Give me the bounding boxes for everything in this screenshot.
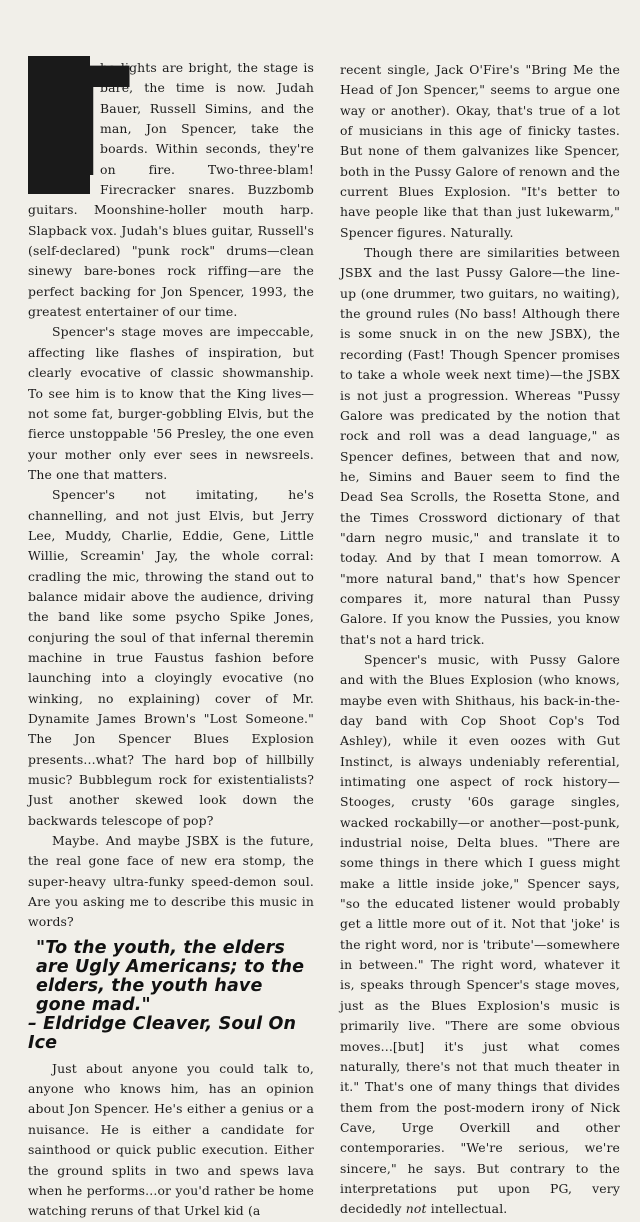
paragraph-opinion: Just about anyone you could talk to, anyone who knows him, has an opinion about Jon Spencer. He's either a genius or a nuisance. He is either a candidate for sainthood or quick public execution. Either the ground splits in two and spews lava when he performs...or you'd rather be home watching reruns of that Urkel kid (a: [28, 1060, 314, 1219]
paragraph-stage-moves: Spencer's stage moves are impeccable, affecting like flashes of inspiration, but clearly evocative of classic showmanship. To see him is to know that the King lives—not some fat, burger-gobbling Elvis, but the fierce unstoppable '56 Presley, the one even your mother only ever sees in newsreels. The one that matters.: [28, 324, 314, 482]
paragraph-music: [340, 650, 620, 1220]
drop-cap: [28, 37, 131, 211]
paragraph-channelling: Spencer's not imitating, he's channelling, and not just Elvis, but Jerry Lee, Muddy, Charlie, Eddie, Gene, Little Willie, Screamin' Jay, the whole corral: cradling the mic, throwing the stand out to balance midair above the audience, driving the band like some psycho Spike Jones, conjuring the soul of that infernal theremin machine in true Faustus fashion before launching into a cloyingly evocative (no winking, no explaining) cover of Mr. Dynamite James Brown's "Lost Someone." The Jon Spencer Blues Explosion presents...what? The hard bop of hillbilly music? Bubblegum rock for existentialists? Just another skewed look down the backwards telescope of pop?: [28, 487, 314, 828]
pull-quote-text: "To the youth, the elders are Ugly Americans; to the elders, the youth have gone mad.": [36, 937, 305, 1015]
paragraph-opening: he lights are bright, the stage is bare, the time is now. Judah Bauer, Russell Simins, and the man, Jon Spencer, take the boards. Within seconds, they're on fire. Two-three-blam! Firecracker snares. Buzzbomb guitars. Moonshine-holler mouth harp. Slapback vox. Judah's blues guitar, Russell's (self-declared) "punk rock" drums—clean sinewy bare-bones rock riffing—are the perfect backing for Jon Spencer, 1993, the greatest entertainer of our time.: [28, 60, 314, 320]
paragraph-music-end: intellectual.: [426, 1201, 508, 1217]
right-column: [340, 60, 620, 1220]
paragraph-similarities: Though there are similarities between JSBX and the last Pussy Galore—the line-up (one drummer, two guitars, no waiting), the ground rules (No bass! Although there is some snuck in on the new JSBX), the recording (Fast! Though Spencer promises to take a whole week next time)—the JSBX is not just a progression. Whereas "Pussy Galore was predicated by the notion that rock and roll was a dead language," as Spencer defines, between that and now, he, Simins and Bauer seem to find the Dead Sea Scrolls, the Rosetta Stone, and the Times Crossword dictionary of that "darn negro music," and translate it to today. And by that I mean tomorrow. A "more natural band," that's how Spencer compares it, more natural than Pussy Galore. If you know the Pussies, you know that's not a hard trick.: [340, 245, 620, 647]
paragraph-music-text: Spencer's music, with Pussy Galore and with the Blues Explosion (who knows, maybe even with Shithaus, his back-in-the-day band with Cop Shoot Cop's Tod Ashley), while it even oozes with Gut Instinct, is always undeniably referential, intimating one aspect of rock history—Stooges, crusty '60s garage singles, wacked rockabilly—or another—post-punk, industrial noise, Delta blues. "There are some things in there which I guess might make a little inside joke," Spencer says, "so the educated listener would probably get a little more out of it. Not that 'joke' is the right word, nor is 'tribute'—somewhere in between." The right word, whatever it is, speaks through Spencer's stage moves, just as the Blues Explosion's music is primarily live. "There are some obvious moves...[but] it's just what comes naturally, there's not that much theater in it." That's one of many things that divides them from the post-modern irony of Nick Cave, Urge Overkill and other contemporaries. "We're serious, we're sincere," he says. But contrary to the interpretations put upon PG, very decidedly: [340, 651, 620, 1217]
pull-quote-attribution: [28, 1015, 314, 1053]
emphasis-not: not: [405, 1201, 427, 1217]
pull-quote-author: – Eldridge Cleaver,: [28, 1013, 219, 1034]
left-column: [28, 37, 314, 1222]
paragraph-maybe: Maybe. And maybe JSBX is the future, the real gone face of new era stomp, the super-heavy ultra-funky speed-demon soul. Are you asking me to describe this music in words?: [28, 833, 314, 930]
paragraph-recent-single: recent single, Jack O'Fire's "Bring Me the Head of Jon Spencer," seems to argue one way or another). Okay, that's true of a lot of musicians in this age of finicky tastes. But none of them galvanizes like Spencer, both in the Pussy Galore of renown and the current Blues Explosion. "It's better to have people like that than just lukewarm," Spencer figures. Naturally.: [340, 62, 620, 240]
pull-quote-work: Soul On Ice: [28, 1013, 297, 1053]
pull-quote: [28, 937, 314, 1053]
drop-cap-letter: T: [28, 37, 131, 211]
